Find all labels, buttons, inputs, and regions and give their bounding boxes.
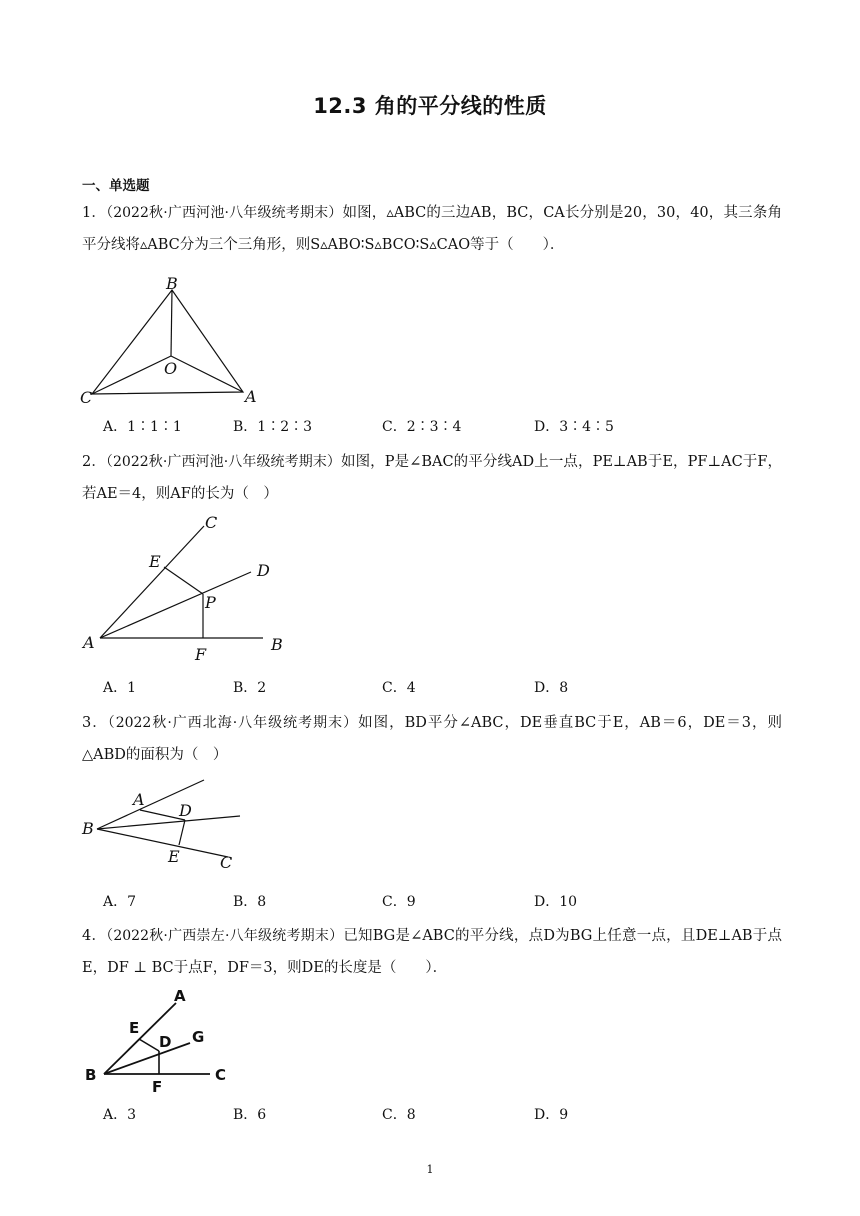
- option-d[interactable]: D．3∶4∶5: [534, 419, 614, 435]
- question-3-options: [103, 891, 703, 913]
- label-a: A: [133, 790, 145, 809]
- option-b[interactable]: B．2: [233, 680, 267, 696]
- label-f: F: [152, 1078, 163, 1096]
- label-b: B: [85, 1066, 97, 1084]
- question-4-options: [103, 1104, 703, 1126]
- option-c[interactable]: C．9: [382, 894, 416, 910]
- option-a[interactable]: A．1∶1∶1: [103, 419, 182, 435]
- label-o: O: [164, 359, 178, 378]
- option-d[interactable]: D．9: [534, 1107, 569, 1123]
- label-e: E: [149, 552, 161, 571]
- question-number: 1．: [82, 205, 107, 221]
- question-1-options: [103, 416, 703, 438]
- label-a: A: [174, 987, 186, 1005]
- question-body: 如图，P是∠BAC的平分线AD上一点，PE⊥AB于E，PF⊥AC于F，若AE＝4，则AF的长为（ ）: [82, 454, 782, 502]
- figure-triangle-abc: [80, 273, 260, 408]
- option-a[interactable]: A．3: [103, 1107, 137, 1123]
- label-b: B: [82, 819, 94, 838]
- option-d[interactable]: D．8: [534, 680, 569, 696]
- figure-bisector-bd: [80, 774, 250, 874]
- option-c[interactable]: C．4: [382, 680, 416, 696]
- label-c: C: [215, 1066, 227, 1084]
- label-b: B: [166, 274, 178, 293]
- figure-angle-bisector-ad: [80, 510, 295, 665]
- option-d[interactable]: D．10: [534, 894, 578, 910]
- label-c: C: [205, 513, 218, 532]
- option-b[interactable]: B．1∶2∶3: [233, 419, 313, 435]
- label-c: C: [220, 853, 233, 872]
- option-a[interactable]: A．1: [103, 680, 137, 696]
- question-number: 3．: [82, 715, 108, 731]
- question-source: （2022秋·广西河池·八年级统考期末）: [106, 205, 343, 221]
- label-d: D: [179, 801, 192, 820]
- option-b[interactable]: B．6: [233, 1107, 267, 1123]
- option-c[interactable]: C．2∶3∶4: [382, 419, 462, 435]
- page-title: 12.3 角的平分线的性质: [313, 94, 547, 118]
- question-number: 4．: [82, 928, 107, 944]
- question-body: 已知BG是∠ABC的平分线，点D为BG上任意一点，且DE⊥AB于点E，DF ⊥ BC于点F，DF＝3，则DE的长度是（ ）．: [82, 928, 782, 976]
- label-d: D: [257, 561, 270, 580]
- label-g: G: [192, 1028, 205, 1046]
- page-number: 1: [426, 1163, 434, 1176]
- label-d: D: [159, 1033, 172, 1051]
- question-4-text: [82, 920, 782, 984]
- label-e: E: [168, 847, 180, 866]
- question-2-options: [103, 677, 703, 699]
- question-body: 如图，▵ABC的三边AB，BC，CA长分别是20，30，40，其三条角平分线将▵ABC分为三个三角形，则S▵ABO∶S▵BCO∶S▵CAO等于（ ）．: [82, 205, 782, 253]
- question-number: 2．: [82, 454, 106, 470]
- section-heading: 一、单选题: [82, 178, 150, 194]
- question-3-text: [82, 707, 782, 771]
- label-c: C: [80, 388, 93, 407]
- question-body: 如图，BD平分∠ABC，DE垂直BC于E，AB＝6，DE＝3，则△ABD的面积为（ ）: [82, 715, 782, 763]
- label-p: P: [205, 593, 216, 612]
- option-b[interactable]: B．8: [233, 894, 267, 910]
- figure-bisector-bg: [82, 985, 242, 1095]
- label-b: B: [271, 635, 283, 654]
- option-c[interactable]: C．8: [382, 1107, 416, 1123]
- label-a: A: [245, 387, 257, 406]
- question-2-text: [82, 446, 782, 510]
- question-source: （2022秋·广西北海·八年级统考期末）: [107, 715, 359, 731]
- label-a: A: [83, 633, 95, 652]
- question-source: （2022秋·广西崇左·八年级统考期末）: [106, 928, 344, 944]
- question-1-text: [82, 197, 782, 261]
- question-source: （2022秋·广西河池·八年级统考期末）: [105, 454, 341, 470]
- option-a[interactable]: A．7: [103, 894, 137, 910]
- label-f: F: [195, 645, 207, 664]
- label-e: E: [129, 1019, 140, 1037]
